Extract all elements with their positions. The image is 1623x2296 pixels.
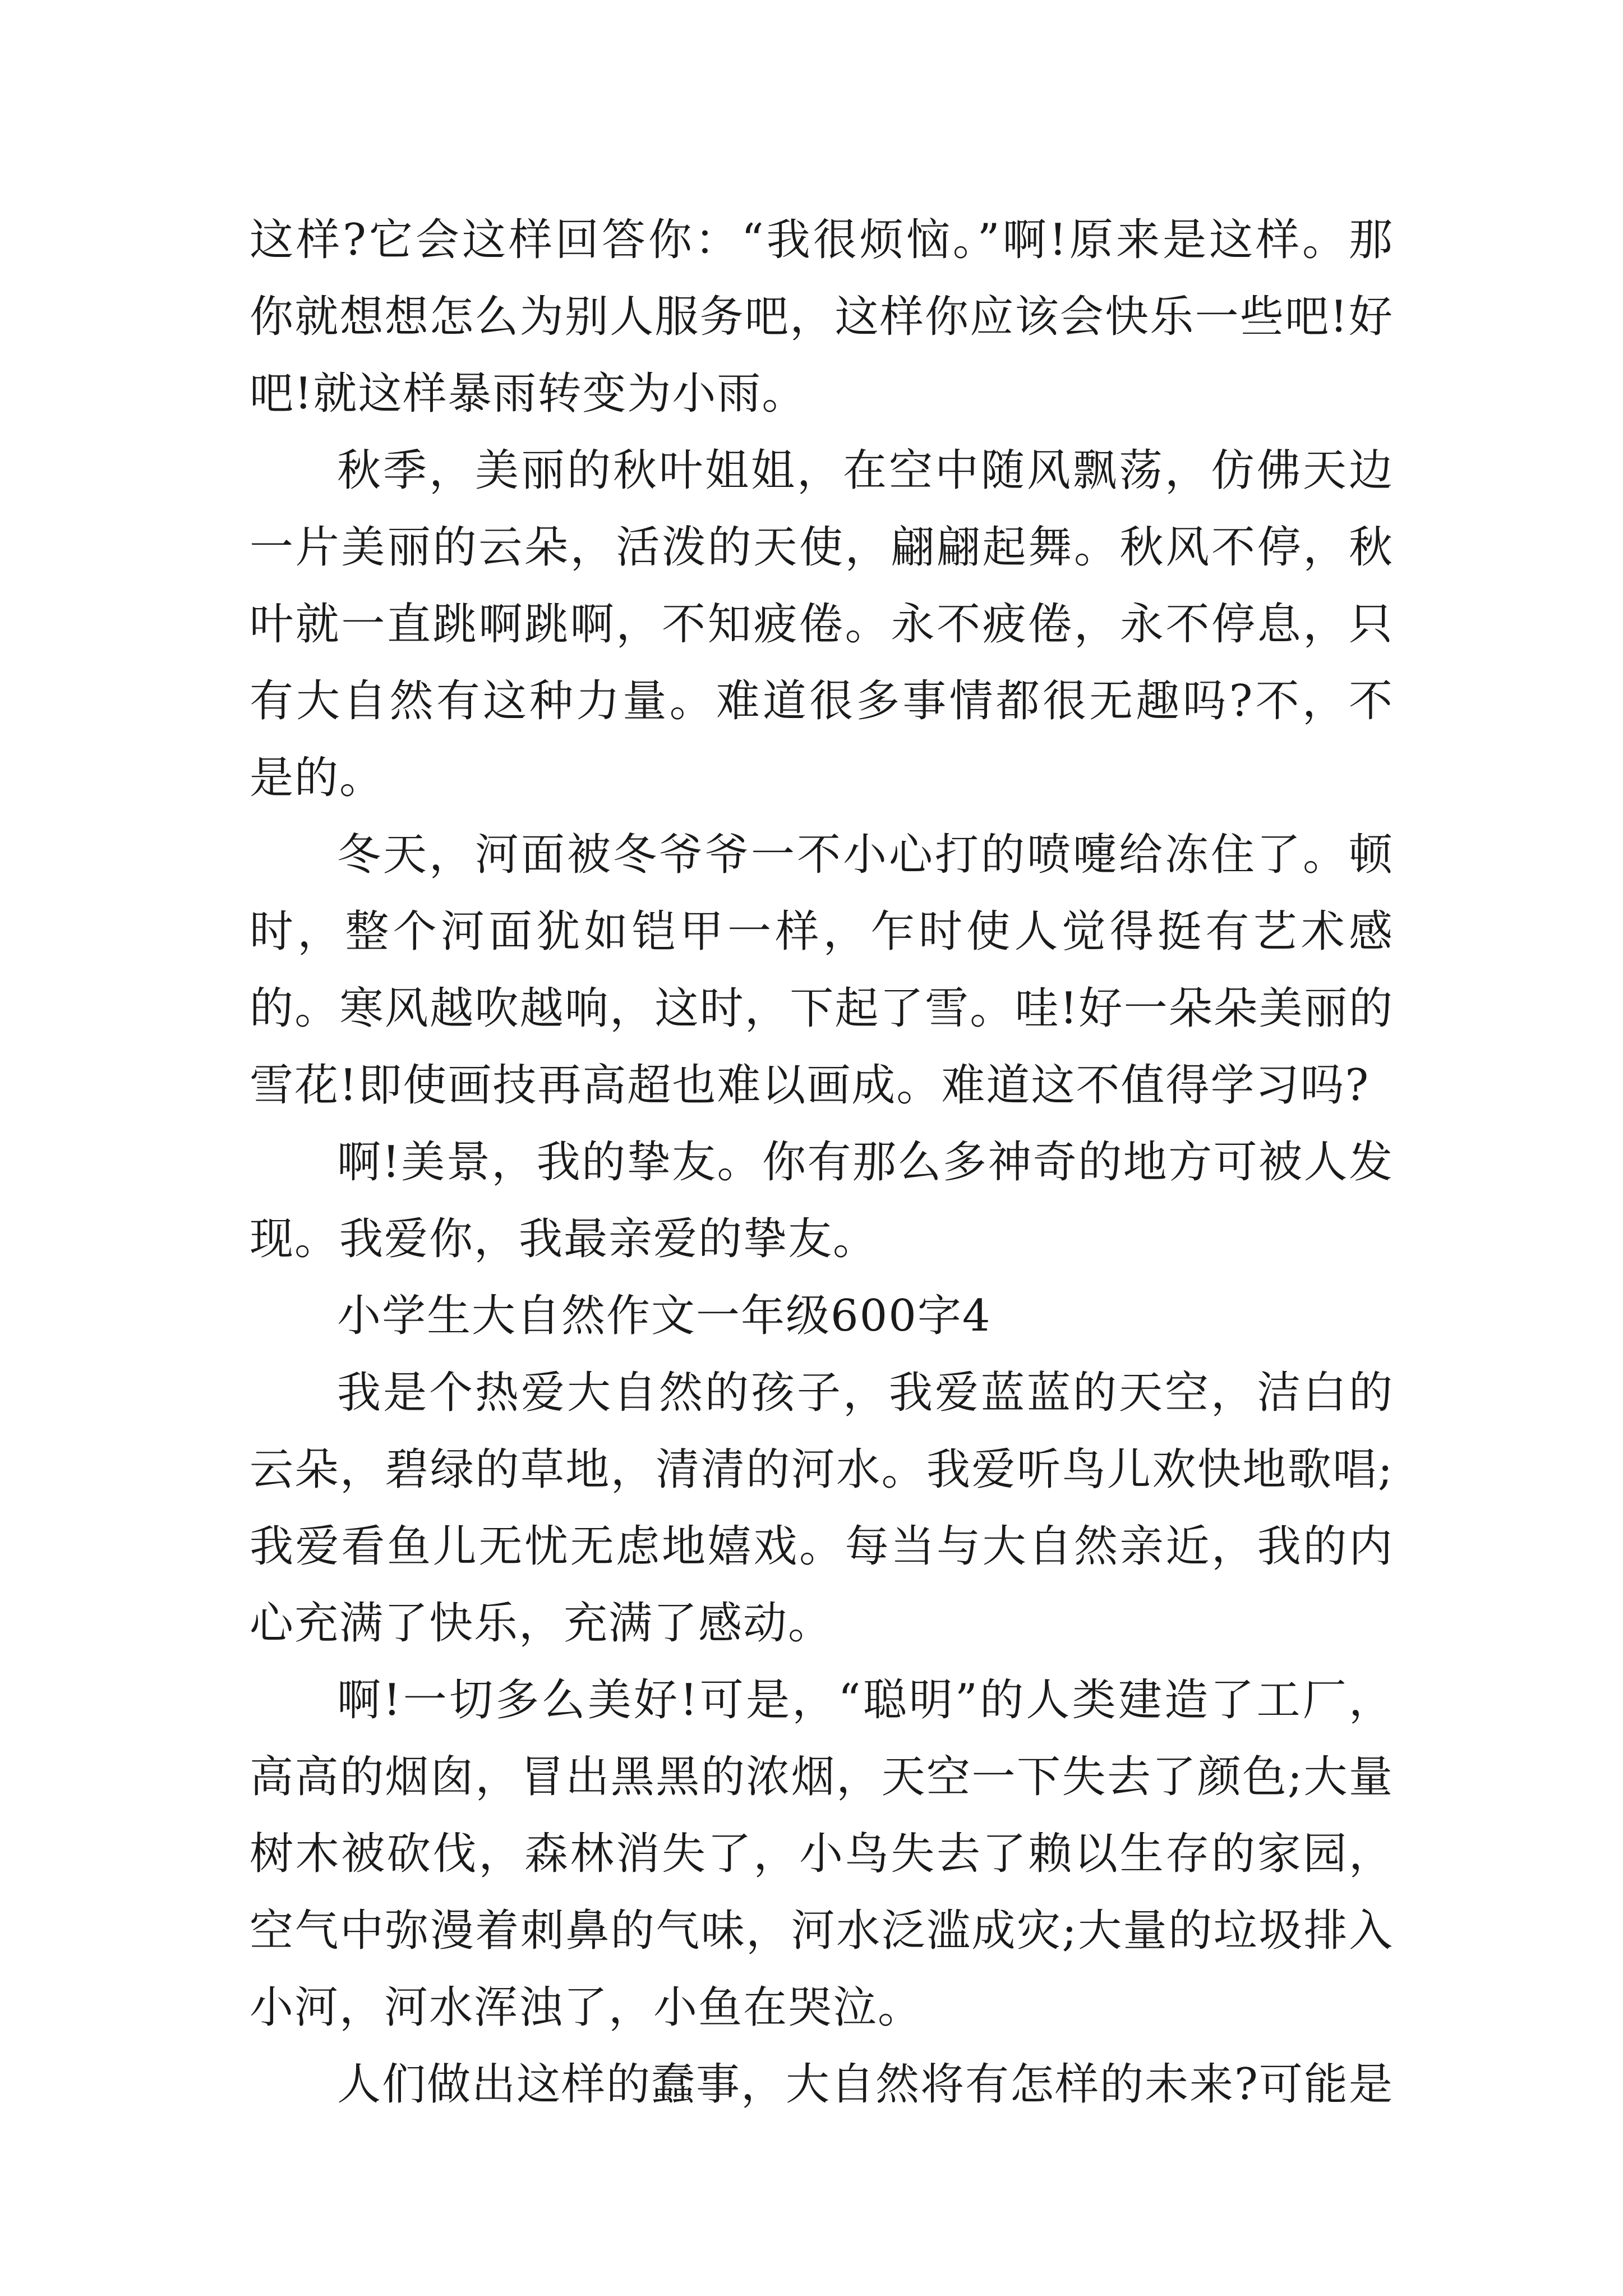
document-body — [250, 202, 1394, 2123]
paragraph-pollution: 啊!一切多么美好!可是，“聪明”的人类建造了工厂，高高的烟囱，冒出黑黑的浓烟，天空一下失去了颜色;大量树木被砍伐，森林消失了，小鸟失去了赖以生存的家园，空气中弥漫着刺鼻的气味，河水泛滥成灾;大量的垃圾排入小河，河水浑浊了，小鱼在哭泣。 — [250, 1675, 1394, 2033]
paragraph-friend: 啊!美景，我的挚友。你有那么多神奇的地方可被人发现。我爱你，我最亲爱的挚友。 — [250, 1137, 1394, 1264]
paragraph-future: 人们做出这样的蠢事，大自然将有怎样的未来?可能是 — [337, 2059, 1394, 2110]
paragraph-autumn: 秋季，美丽的秋叶姐姐，在空中随风飘荡，仿佛天边一片美丽的云朵，活泼的天使，翩翩起舞。秋风不停，秋叶就一直跳啊跳啊，不知疲倦。永不疲倦，永不停息，只有大自然有这种力量。难道很多事情都很无趣吗?不，不是的。 — [250, 445, 1394, 803]
paragraph-love-nature: 我是个热爱大自然的孩子，我爱蓝蓝的天空，洁白的云朵，碧绿的草地，清清的河水。我爱听鸟儿欢快地歌唱;我爱看鱼儿无忧无虑地嬉戏。每当与大自然亲近，我的内心充满了快乐，充满了感动。 — [250, 1368, 1394, 1649]
paragraph-winter: 冬天，河面被冬爷爷一不小心打的喷嚏给冻住了。顿时，整个河面犹如铠甲一样，乍时使人觉得挺有艺术感的。寒风越吹越响，这时，下起了雪。哇!好一朵朵美丽的雪花!即使画技再高超也难以画成。难道这不值得学习吗? — [250, 830, 1394, 1111]
paragraph-continued: 这样?它会这样回答你：“我很烦恼。”啊!原来是这样。那你就想想怎么为别人服务吧，这样你应该会快乐一些吧!好吧!就这样暴雨转变为小雨。 — [250, 215, 1394, 419]
section-heading: 小学生大自然作文一年级600字4 — [337, 1291, 992, 1341]
